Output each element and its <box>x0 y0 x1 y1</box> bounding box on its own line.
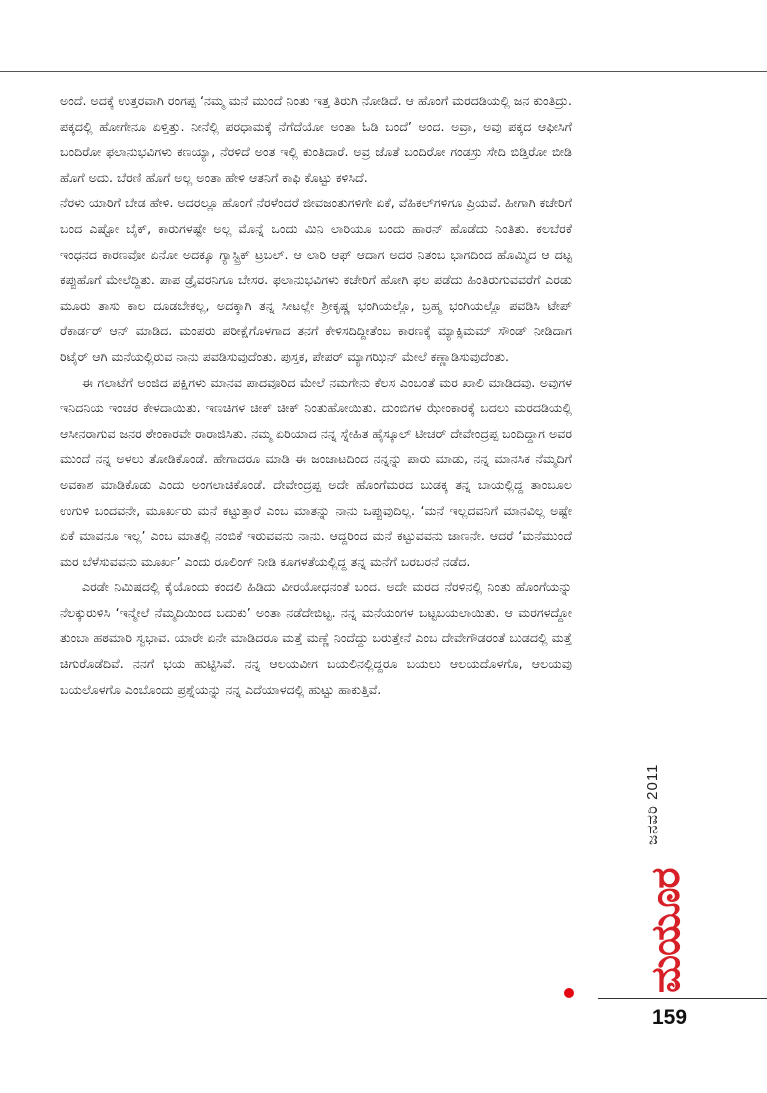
paragraph-2: ನೆರಳು ಯಾರಿಗೆ ಬೇಡ ಹೇಳಿ. ಅದರಲ್ಲೂ ಹೊಂಗೆ ನೆರಳೆಂದರೆ ಜೀವಜಂತುಗಳಿಗೇ ಏಕೆ, ವೆಹಿಕಲ್‌ಗಳಿಗೂ ಪ್ರಿಯವೆ. ಹೀಗಾಗಿ ಕಚೇರಿಗೆ ಬಂದ ಎಷ್ಟೋ ಬೈಕ್, ಕಾರುಗಳಷ್ಟೇ ಅಲ್ಲ ಮೊನ್ನೆ ಒಂದು ಮಿನಿ ಲಾರಿಯೂ ಬಂದು ಹಾರನ್ ಹೊಡೆದು ನಿಂತಿತು. ಕಲಬೆರಕೆ ಇಂಧನದ ಕಾರಣವೋ ಏನೋ ಅದಕ್ಕೂ ಗ್ಯಾಸ್ಟ್ರಿಕ್ ಟ್ರಬಲ್. ಆ ಲಾರಿ ಆಫ್ ಆದಾಗ ಅದರ ನಿತಂಬ ಭಾಗದಿಂದ ಹೊಮ್ಮಿದ ಆ ದಟ್ಟ ಕಪ್ಪುಹೊಗೆ ಮೇಲೆದ್ದಿತು. ಪಾಪ ಡ್ರೈವರನಿಗೂ ಬೇಸರ. ಫಲಾನುಭವಿಗಳು ಕಚೇರಿಗೆ ಹೋಗಿ ಫಲ ಪಡೆದು ಹಿಂತಿರುಗುವವರೆಗೆ ಎರಡು ಮೂರು ತಾಸು ಕಾಲ ದೂಡಬೇಕಲ್ಲ, ಅದಕ್ಕಾಗಿ ತನ್ನ ಸೀಟಲ್ಲೇ ಶ್ರೀಕೃಷ್ಣ ಭಂಗಿಯಲ್ಲೊ, ಬ್ರಹ್ಮ ಭಂಗಿಯಲ್ಲೊ ಪವಡಿಸಿ ಟೇಪ್ ರೆಕಾರ್ಡರ್ ಆನ್ ಮಾಡಿದ. ಮಂಪರು ಪರೀಕ್ಷೆಗೊಳಗಾದ ತನಗೆ ಕೇಳಿಸದಿದ್ದೀತೆಂಬ ಕಾರಣಕ್ಕೆ ಮ್ಯಾಕ್ಸಿಮಮ್ ಸೌಂಡ್ ನೀಡಿದಾಗ ರಿಟೈರ್ ಆಗಿ ಮನೆಯಲ್ಲಿರುವ ನಾನು ಪವಡಿಸುವುದೆಂತು. ಪುಸ್ತಕ, ಪೇಪರ್ ಮ್ಯಾಗಝಿನ್ ಮೇಲೆ ಕಣ್ಣಾಡಿಸುವುದೆಂತು. <box>60 195 572 364</box>
page-number: 159 <box>652 1006 688 1029</box>
paragraph-4: ಎರಡೇ ನಿಮಿಷದಲ್ಲಿ ಕೈಯೊಂದು ಕಂದಲಿ ಹಿಡಿದು ವೀರಯೋಧನಂತೆ ಬಂದ. ಅದೇ ಮರದ ನೆರಳಿನಲ್ಲಿ ನಿಂತು ಹೊಂಗೆಯನ್ನು ನೆಲಕ್ಕುರುಳಿಸಿ ‘ಇನ್ಮೇಲೆ ನೆಮ್ಮದಿಯಿಂದ ಬದುಕು’ ಅಂತಾ ನಡೆದೇಬಿಟ್ಟ. ನನ್ನ ಮನೆಯಂಗಳ ಬಟ್ಟಬಯಲಾಯಿತು. ಆ ಮರಗಳದ್ದೋ ತುಂಬಾ ಹಠಮಾರಿ ಸ್ವಭಾವ. ಯಾರೇ ಏನೇ ಮಾಡಿದರೂ ಮತ್ತೆ ಮಣ್ಣೆ ನಿಂದೆದ್ದು ಬರುತ್ತೇನೆ ಎಂಬ ದೇವೇಗೌಡರಂತೆ ಬುಡದಲ್ಲಿ ಮತ್ತೆ ಚಿಗುರೊಡೆದಿವೆ. ನನಗೆ ಭಯ ಹುಟ್ಟಿಸಿವೆ. ನನ್ನ ಆಲಯವೀಗ ಬಯಲಿನಲ್ಲಿದ್ದರೂ ಬಯಲು ಆಲಯದೊಳಗೊ, ಆಲಯವು ಬಯಲೊಳಗೊ ಎಂಬೊಂದು ಪ್ರಶ್ನೆಯನ್ನು ನನ್ನ ಎದೆಯಾಳದಲ್ಲಿ ಹುಟ್ಟು ಹಾಕುತ್ತಿವೆ. <box>60 579 572 697</box>
magazine-logo: ಮಯೂರ <box>643 868 689 993</box>
paragraph-3: ಈ ಗಲಾಟೆಗೆ ಅಂಜಿದ ಪಕ್ಷಿಗಳು ಮಾನವ ಪಾದವೂರಿದ ಮೇಲೆ ನಮಗೇನು ಕೆಲಸ ಎಂಬಂತೆ ಮರ ಖಾಲಿ ಮಾಡಿದವು. ಅವುಗಳ ಇನಿದನಿಯ ಇಂಚರ ಕೇಳದಾಯಿತು. ಇಣಚಿಗಳ ಚೀಕ್ ಚೀಕ್ ನಿಂತುಹೋಯಿತು. ದುಂಬಿಗಳ ಝೇಂಕಾರಕ್ಕೆ ಬದಲು ಮರದಡಿಯಲ್ಲಿ ಆಸೀನರಾಗುವ ಜನರ ಠೇಂಕಾರವೇ ರಾರಾಜಿಸಿತು. ನಮ್ಮ ಏರಿಯಾದ ನನ್ನ ಸ್ನೇಹಿತ ಹೈಸ್ಕೂಲ್ ಟೀಚರ್ ದೇವೇಂದ್ರಪ್ಪ ಬಂದಿದ್ದಾಗ ಅವರ ಮುಂದೆ ನನ್ನ ಅಳಲು ತೋಡಿಕೊಂಡೆ. ಹೇಗಾದರೂ ಮಾಡಿ ಈ ಜಂಜಾಟದಿಂದ ನನ್ನನ್ನು ಪಾರು ಮಾಡು, ನನ್ನ ಮಾನಸಿಕ ನೆಮ್ಮದಿಗೆ ಅವಕಾಶ ಮಾಡಿಕೊಡು ಎಂದು ಅಂಗಲಾಚಿಕೊಂಡೆ. ದೇವೇಂದ್ರಪ್ಪ ಅದೇ ಹೊಂಗೆಮರದ ಬುಡಕ್ಕ ತನ್ನ ಬಾಯಲ್ಲಿದ್ದ ತಾಂಬೂಲ ಉಗುಳಿ ಬಂದವನೇ, ಮೂರ್ಖರು ಮನೆ ಕಟ್ಟುತ್ತಾರೆ ಎಂಬ ಮಾತನ್ನು ನಾನು ಒಪ್ಪುವುದಿಲ್ಲ. ‘ಮನೆ ಇಲ್ಲದವನಿಗೆ ಮಾನವಿಲ್ಲ ಅಷ್ಟೇ ಏಕೆ ಮಾವನೂ ಇಲ್ಲ’ ಎಂಬ ಮಾತಲ್ಲಿ ನಂಬಿಕೆ ಇರುವವನು ನಾನು. ಆದ್ದರಿಂದ ಮನೆ ಕಟ್ಟುವವನು ಜಾಣನೇ. ಆದರೆ ‘ಮನೆಮುಂದೆ ಮರ ಬೆಳೆಸುವವನು ಮೂರ್ಖ’ ಎಂದು ರೂಲಿಂಗ್ ನೀಡಿ ಕೂಗಳತೆಯಲ್ಲಿದ್ದ ತನ್ನ ಮನೆಗೆ ಬರಬರನೆ ನಡೆದ. <box>60 374 572 569</box>
red-dot-icon <box>564 988 574 998</box>
article-body <box>60 88 572 702</box>
paragraph-1: ಅಂದೆ. ಅದಕ್ಕೆ ಉತ್ತರವಾಗಿ ರಂಗಪ್ಪ ‘ನಮ್ಮ ಮನೆ ಮುಂದೆ ನಿಂತು ಇತ್ತ ತಿರುಗಿ ನೋಡಿದೆ. ಆ ಹೊಂಗೆ ಮರದಡಿಯಲ್ಲಿ ಜನ ಕುಂತಿದ್ರು. ಪಕ್ಕದಲ್ಲಿ ಹೋಗೇನೂ ಏಳ್ತಿತ್ತು. ನೀನೆಲ್ಲಿ ಪರಧಾಮಕ್ಕೆ ನೆಗೆದೆಯೋ ಅಂತಾ ಓಡಿ ಬಂದೆ’ ಅಂದ. ಅವ್ರಾ, ಅವು ಪಕ್ಕದ ಆಫೀಸಿಗೆ ಬಂದಿರೋ ಫಲಾನುಭವಿಗಳು ಕಣಯ್ಯಾ, ನೆರಳಿದೆ ಅಂತ ಇಲ್ಲಿ ಕುಂತಿದಾರೆ. ಅವ್ರ ಜೊತೆ ಬಂದಿರೋ ಗಂಡಸ್ರು ಸೇದಿ ಬಿಡ್ತಿರೋ ಬೀಡಿ ಹೊಗೆ ಅದು. ಬೆರಣಿ ಹೊಗೆ ಅಲ್ಲ ಅಂತಾ ಹೇಳಿ ಆತನಿಗೆ ಕಾಫಿ ಕೊಟ್ಟು ಕಳಿಸಿದೆ. <box>60 93 572 185</box>
bottom-rule <box>598 998 767 999</box>
issue-date: ಜನವರಿ 2011 <box>644 763 661 845</box>
